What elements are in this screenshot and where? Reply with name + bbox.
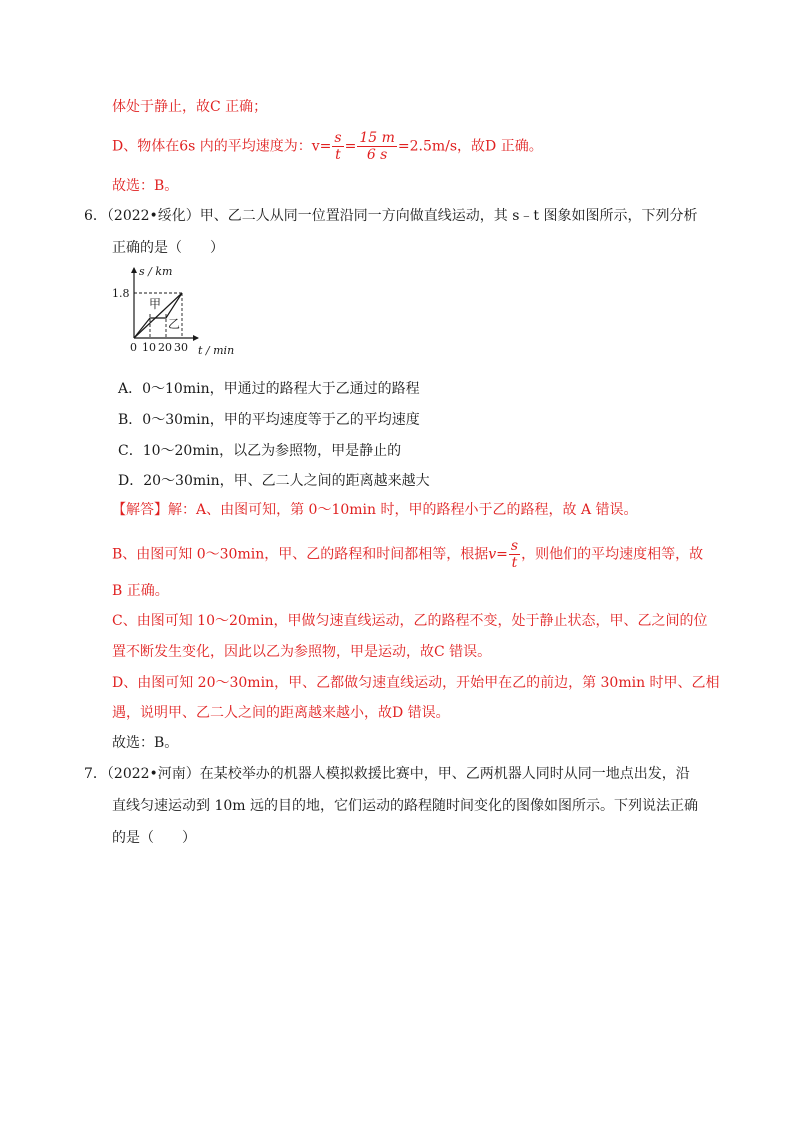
graph-y-label: s / km [139,265,173,278]
fraction-s-over-t [509,538,520,571]
prev-answer-line-2 [112,130,543,163]
fraction-denominator: t [335,147,341,163]
st-graph [112,262,242,360]
q6-answer-a-text: 解：A、由图可知，第 0～10min 时，甲的路程小于乙的路程，故 A 错误。 [168,502,638,518]
q6-stem-line-1: 6．（2022•绥化）甲、乙二人从同一位置沿同一方向做直线运动，其 s﹣t 图象如图所示，下列分析 [84,208,698,224]
fraction-numerator: 15 m [359,130,395,146]
q6-answer-c-line-1: C、由图可知 10～20min，甲做匀速直线运动，乙的路程不变，处于静止状态，甲、乙之间的位 [112,613,708,629]
q6-answer-b-pre: B、由图可知 0～30min，甲、乙的路程和时间都相等，根据 [112,546,489,563]
q6-answer-c-line-2: 置不断发生变化，因此以乙为参照物，甲是运动，故C 错误。 [112,644,492,660]
q6-answer-final: 故选：B。 [112,735,179,751]
velocity-symbol: v [488,546,497,563]
q7-stem-line-1: 7．（2022•河南）在某校举办的机器人模拟救援比赛中，甲、乙两机器人同时从同一地点出发，沿 [84,766,690,782]
fraction-denominator: 6 s [366,147,388,163]
prev-answer-line-1: 体处于静止，故C 正确； [112,99,268,115]
prev-answer-line-2-post: =2.5m/s，故D 正确。 [397,138,543,155]
graph-x-label: t / min [198,344,235,357]
q6-answer-b-line-2: B 正确。 [112,583,169,599]
q6-answer-d-line-1: D、由图可知 20～30min，甲、乙都做匀速直线运动，开始甲在乙的前边，第 30min 时甲、乙相 [112,675,720,691]
q6-option-c: C．10～20min，以乙为参照物，甲是静止的 [118,443,402,459]
graph-x-tick-20: 20 [158,341,172,354]
graph-label-jia: 甲 [149,297,162,311]
q6-answer-b-post: ，则他们的平均速度相等，故 [521,546,704,563]
graph-x-tick-10: 10 [142,341,156,354]
q6-answer-a [112,500,638,520]
fraction-numerator: s [510,538,519,554]
q7-stem-line-2: 直线匀速运动到 10m 远的目的地，它们运动的路程随时间变化的图像如图所示。下列说法正确 [112,798,698,814]
fraction-denominator: t [511,555,518,571]
prev-answer-final: 故选：B。 [112,178,179,194]
graph-x-tick-30: 30 [174,341,188,354]
fraction-numerator: s [334,130,342,146]
graph-y-tick: 1.8 [112,287,130,300]
q6-option-b: B．0～30min，甲的平均速度等于乙的平均速度 [118,412,420,428]
q6-answer-b-line-1 [112,538,703,571]
equals-sign: = [344,138,357,155]
q6-option-d: D．20～30min，甲、乙二人之间的距离越来越大 [118,473,430,489]
graph-label-yi: 乙 [168,317,181,331]
q6-stem-line-2: 正确的是（ ） [112,240,224,256]
q6-answer-d-line-2: 遇，说明甲、乙二人之间的距离越来越小，故D 错误。 [112,705,450,721]
answer-tag: 【解答】 [112,502,168,518]
q6-option-a: A．0～10min，甲通过的路程大于乙通过的路程 [118,381,420,397]
fraction-15m-over-6s [357,130,397,163]
prev-answer-line-2-pre: D、物体在6s 内的平均速度为：v= [112,138,332,155]
equals-sign: = [496,546,508,563]
fraction-s-over-t [332,130,343,163]
graph-x-tick-0: 0 [130,341,137,354]
q7-stem-line-3: 的是（ ） [112,830,196,846]
